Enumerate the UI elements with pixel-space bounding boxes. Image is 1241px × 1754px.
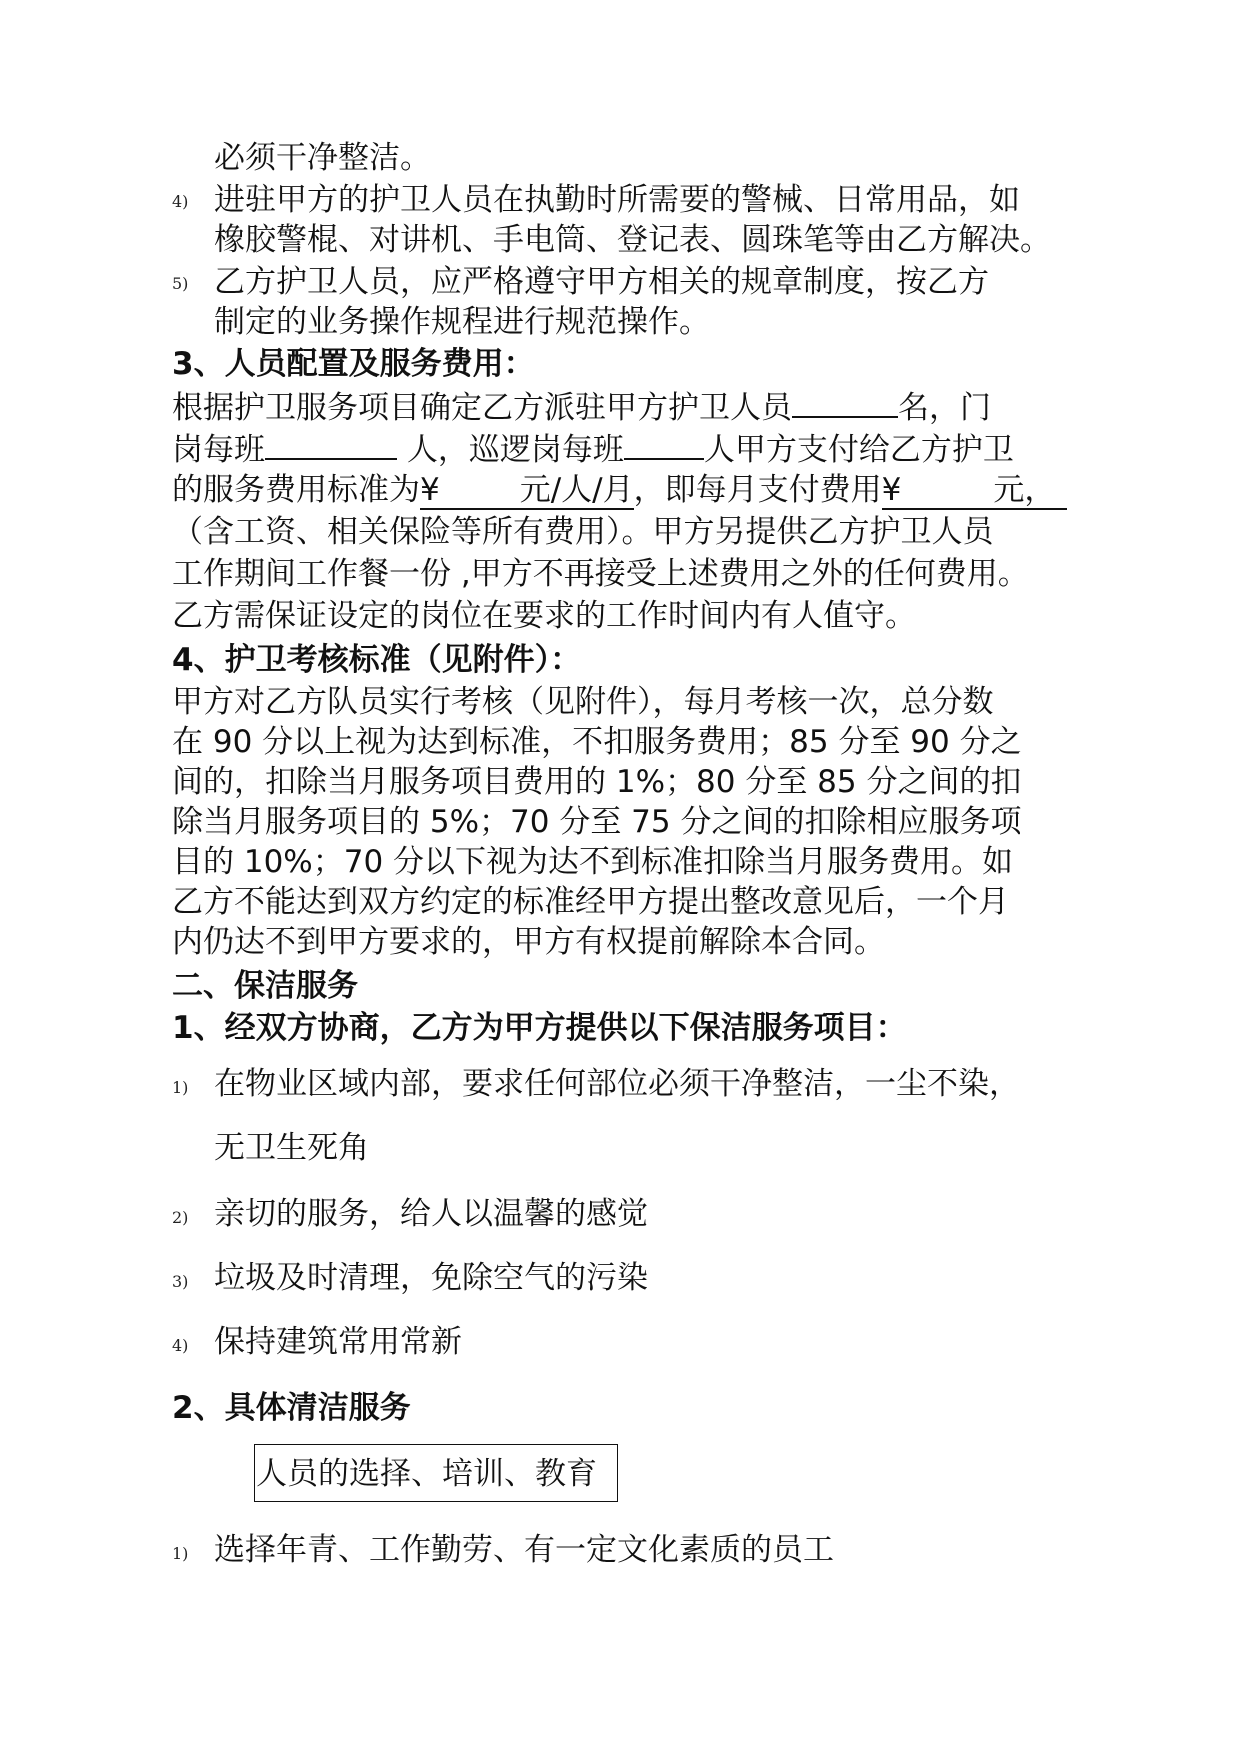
assessment-line-5: 目的 10%；70 分以下视为达不到标准扣除当月服务费用。如 xyxy=(172,844,1014,880)
assessment-line-3: 间的，扣除当月服务项目费用的 1%；80 分至 85 分之间的扣 xyxy=(172,764,1022,800)
staffing-line-1 xyxy=(172,386,991,428)
section-4-heading: 4、护卫考核标准（见附件）： xyxy=(172,642,582,678)
list-number: 1) xyxy=(172,1544,189,1563)
cleaning-item-1-line1: 在物业区域内部，要求任何部位必须干净整洁，一尘不染， xyxy=(214,1066,1020,1102)
gate-post-blank xyxy=(265,428,397,460)
list-number: 3) xyxy=(172,1272,189,1291)
list-number: 4) xyxy=(172,1336,189,1355)
cleaning-item-4: 保持建筑常用常新 xyxy=(214,1324,462,1360)
staffing-text: 人甲方支付给乙方护卫 xyxy=(703,432,1014,468)
list-item-4-line1: 进驻甲方的护卫人员在执勤时所需要的警械、日常用品，如 xyxy=(214,182,1020,218)
staff-selection-item-1: 选择年青、工作勤劳、有一定文化素质的员工 xyxy=(214,1532,834,1568)
list-item-3-continuation: 必须干净整洁。 xyxy=(214,140,431,176)
list-number: 5) xyxy=(172,274,189,293)
staffing-text: 根据护卫服务项目确定乙方派驻甲方护卫人员 xyxy=(172,390,792,426)
fee-note-line-3: 乙方需保证设定的岗位在要求的工作时间内有人值守。 xyxy=(172,598,916,634)
list-number: 1) xyxy=(172,1078,189,1097)
staffing-text: 人，巡逻岗每班 xyxy=(397,432,624,468)
staffing-text: 名，门 xyxy=(898,390,991,426)
monthly-fee-underlined xyxy=(882,472,1068,510)
fee-standard-underlined xyxy=(420,472,634,510)
fee-unit: 元， xyxy=(993,472,1056,508)
yuan-sign: ¥ xyxy=(420,472,440,508)
fee-line xyxy=(172,470,1067,510)
assessment-line-7: 内仍达不到甲方要求的，甲方有权提前解除本合同。 xyxy=(172,924,885,960)
assessment-line-6: 乙方不能达到双方约定的标准经甲方提出整改意见后，一个月 xyxy=(172,884,1009,920)
cleaning-item-2: 亲切的服务，给人以温馨的感觉 xyxy=(214,1196,648,1232)
patrol-post-blank xyxy=(624,428,704,460)
fee-note-line-2: 工作期间工作餐一份 ,甲方不再接受上述费用之外的任何费用。 xyxy=(172,556,1029,592)
list-number: 4) xyxy=(172,192,189,211)
cleaning-service-heading: 二、保洁服务 xyxy=(172,968,358,1004)
list-item-4-line2: 橡胶警棍、对讲机、手电筒、登记表、圆珠笔等由乙方解决。 xyxy=(214,222,1051,258)
list-number: 2) xyxy=(172,1208,189,1227)
specific-cleaning-heading: 2、具体清洁服务 xyxy=(172,1390,411,1426)
list-item-5-line1: 乙方护卫人员，应严格遵守甲方相关的规章制度，按乙方 xyxy=(214,264,989,300)
list-item-5-line2: 制定的业务操作规程进行规范操作。 xyxy=(214,304,710,340)
fee-note-line-1: （含工资、相关保险等所有费用）。甲方另提供乙方护卫人员 xyxy=(172,514,994,550)
cleaning-item-3: 垃圾及时清理，免除空气的污染 xyxy=(214,1260,648,1296)
assessment-line-4: 除当月服务项目的 5%；70 分至 75 分之间的扣除相应服务项 xyxy=(172,804,1022,840)
headcount-blank xyxy=(792,386,898,418)
assessment-line-2: 在 90 分以上视为达到标准，不扣服务费用；85 分至 90 分之 xyxy=(172,724,1022,760)
cleaning-items-heading: 1、经双方协商，乙方为甲方提供以下保洁服务项目： xyxy=(172,1010,907,1046)
boxed-subheading: 人员的选择、培训、教育 xyxy=(256,1456,597,1492)
staffing-text: 岗每班 xyxy=(172,432,265,468)
section-3-heading: 3、人员配置及服务费用： xyxy=(172,346,535,382)
cleaning-item-1-line2: 无卫生死角 xyxy=(214,1130,369,1166)
assessment-line-1: 甲方对乙方队员实行考核（见附件），每月考核一次，总分数 xyxy=(172,684,994,720)
staffing-line-2 xyxy=(172,428,1014,470)
fee-text: 的服务费用标准为 xyxy=(172,472,420,508)
fee-unit: 元/人/月 xyxy=(519,472,634,508)
yuan-sign: ¥ xyxy=(881,472,902,508)
fee-text: ，即每月支付费用 xyxy=(633,472,882,508)
